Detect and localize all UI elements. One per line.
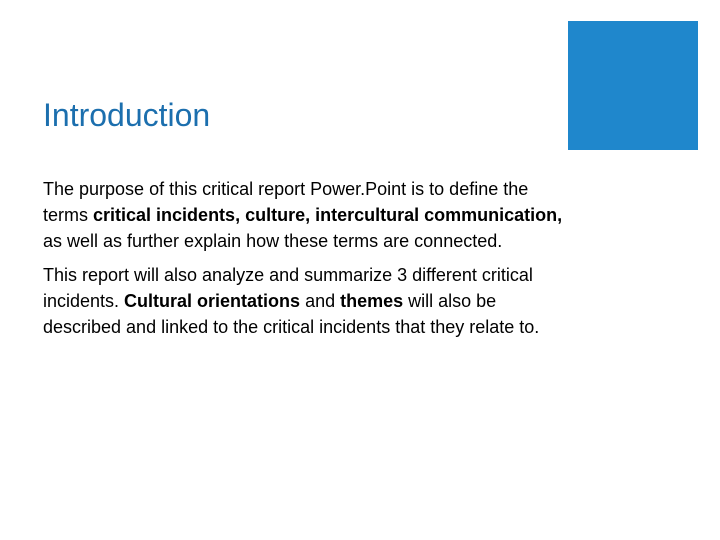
paragraph-2-bold-themes: themes <box>340 291 404 311</box>
paragraph-1-text-2: as well as further explain how these terms are connected. <box>43 231 503 251</box>
paragraph-1-bold-terms: critical incidents, culture, intercultural communication, <box>93 205 563 225</box>
paragraph-2-text-2: and <box>300 291 341 311</box>
paragraph-2-bold-orientations: Cultural orientations <box>124 291 301 311</box>
paragraph-2-text-1: This report will also analyze and summarize 3 different critical incidents. <box>43 265 533 311</box>
body-paragraph-1 <box>43 176 563 254</box>
slide-body <box>43 176 563 348</box>
accent-square <box>568 21 698 150</box>
slide-title: Introduction <box>43 97 211 133</box>
body-paragraph-2 <box>43 262 563 340</box>
paragraph-1-text-1: The purpose of this critical report Power.Point is to define the terms <box>43 179 529 225</box>
paragraph-2-text-3: will also be described and linked to the critical incidents that they relate to. <box>43 291 540 337</box>
